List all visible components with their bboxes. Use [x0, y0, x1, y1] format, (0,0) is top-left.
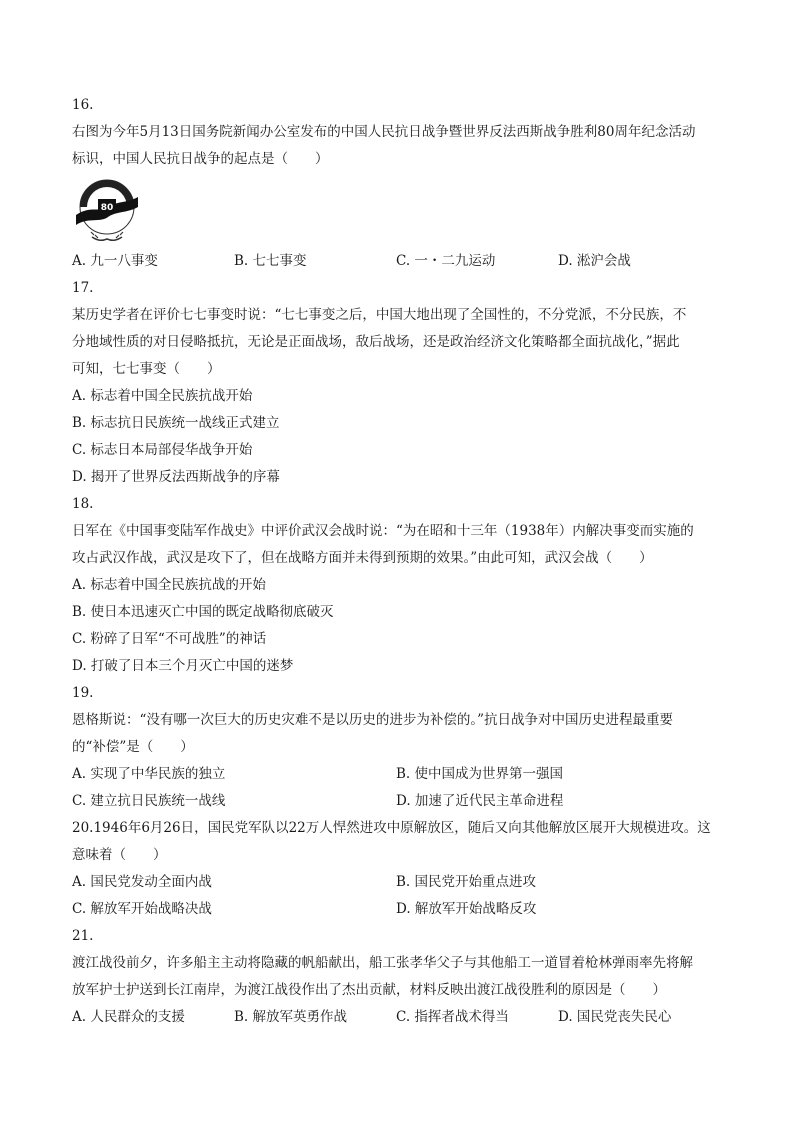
question-stem-line: 可知，七七事变（ ） [72, 361, 221, 377]
option-d[interactable]: D. 打破了日本三个月灭亡中国的迷梦 [72, 658, 294, 674]
question-stem-line: 恩格斯说：“没有哪一次巨大的历史灾难不是以历史的进步为补偿的。”抗日战争对中国历史进程最重要 [72, 712, 674, 728]
question-number: 16. [72, 97, 94, 113]
question-stem-line: 右图为今年5月13日国务院新闻办公室发布的中国人民抗日战争暨世界反法西斯战争胜利80周年纪念活动 [72, 124, 696, 140]
question-number: 19. [72, 685, 94, 701]
options-row [72, 869, 722, 896]
question-stem-line: 某历史学者在评价七七事变时说：“七七事变之后，中国大地出现了全国性的，不分党派，不分民族，不 [72, 307, 687, 323]
option-b[interactable]: B. 国民党开始重点进攻 [396, 874, 537, 890]
question-21 [72, 923, 722, 1031]
exam-page [72, 92, 722, 1031]
question-number: 17. [72, 280, 94, 296]
option-b[interactable]: B. 使日本迅速灭亡中国的既定战略彻底破灭 [72, 604, 334, 620]
option-b[interactable]: B. 标志抗日民族统一战线正式建立 [72, 415, 280, 431]
anniversary-logo [72, 177, 142, 247]
option-a[interactable]: A. 国民党发动全面内战 [72, 874, 212, 890]
question-stem-line: 日军在《中国事变陆军作战史》中评价武汉会战时说：“为在昭和十三年（1938年）内解决事变而实施的 [72, 523, 694, 539]
question-stem-line: 分地域性质的对日侵略抵抗，无论是正面战场，敌后战场，还是政治经济文化策略都全面抗战化，”据此 [72, 334, 680, 350]
option-d[interactable]: D. 淞沪会战 [558, 253, 631, 269]
question-stem-line: 意味着（ ） [72, 847, 167, 863]
option-d[interactable]: D. 揭开了世界反法西斯战争的序幕 [72, 469, 280, 485]
anniversary-logo-icon [72, 177, 142, 247]
option-c[interactable]: C. 建立抗日民族统一战线 [72, 793, 226, 809]
question-16 [72, 92, 722, 275]
option-b[interactable]: B. 解放军英勇作战 [234, 1009, 348, 1025]
option-a[interactable]: A. 人民群众的支援 [72, 1009, 185, 1025]
options-row [72, 761, 722, 788]
options-row [72, 896, 722, 923]
option-c[interactable]: C. 一・二九运动 [396, 253, 496, 269]
question-stem-line: 标识，中国人民抗日战争的起点是（ ） [72, 151, 329, 167]
option-a[interactable]: A. 标志着中国全民族抗战的开始 [72, 577, 266, 593]
question-stem-line: 攻占武汉作战，武汉是攻下了，但在战略方面并未得到预期的效果。”由此可知，武汉会战（ ） [72, 550, 653, 566]
option-c[interactable]: C. 粉碎了日军“不可战胜”的神话 [72, 631, 267, 647]
option-c[interactable]: C. 指挥者战术得当 [396, 1009, 509, 1025]
options-row [72, 1004, 722, 1031]
question-19 [72, 680, 722, 815]
option-d[interactable]: D. 加速了近代民主革命进程 [396, 793, 564, 809]
option-a[interactable]: A. 标志着中国全民族抗战开始 [72, 388, 253, 404]
question-18 [72, 491, 722, 680]
option-d[interactable]: D. 解放军开始战略反攻 [396, 901, 537, 917]
option-a[interactable]: A. 九一八事变 [72, 253, 158, 269]
option-a[interactable]: A. 实现了中华民族的独立 [72, 766, 226, 782]
option-c[interactable]: C. 标志日本局部侵华战争开始 [72, 442, 253, 458]
options-row [72, 248, 722, 275]
question-stem-line: 20.1946年6月26日，国民党军队以22万人悍然进攻中原解放区，随后又向其他解放区展开大规模进攻。这 [72, 820, 711, 836]
logo-text: 80 [100, 203, 114, 213]
option-b[interactable]: B. 使中国成为世界第一强国 [396, 766, 564, 782]
options-row [72, 788, 722, 815]
question-17 [72, 275, 722, 491]
option-d[interactable]: D. 国民党丧失民心 [558, 1009, 672, 1025]
option-c[interactable]: C. 解放军开始战略决战 [72, 901, 212, 917]
question-20 [72, 815, 722, 923]
question-stem-line: 渡江战役前夕，许多船主主动将隐藏的帆船献出，船工张孝华父子与其他船工一道冒着枪林弹雨率先将解 [72, 955, 693, 971]
option-b[interactable]: B. 七七事变 [234, 253, 307, 269]
question-stem-line: 的“补偿”是（ ） [72, 739, 194, 755]
question-number: 18. [72, 496, 94, 512]
question-number: 21. [72, 928, 94, 944]
question-stem-line: 放军护士护送到长江南岸，为渡江战役作出了杰出贡献，材料反映出渡江战役胜利的原因是（ ） [72, 982, 666, 998]
